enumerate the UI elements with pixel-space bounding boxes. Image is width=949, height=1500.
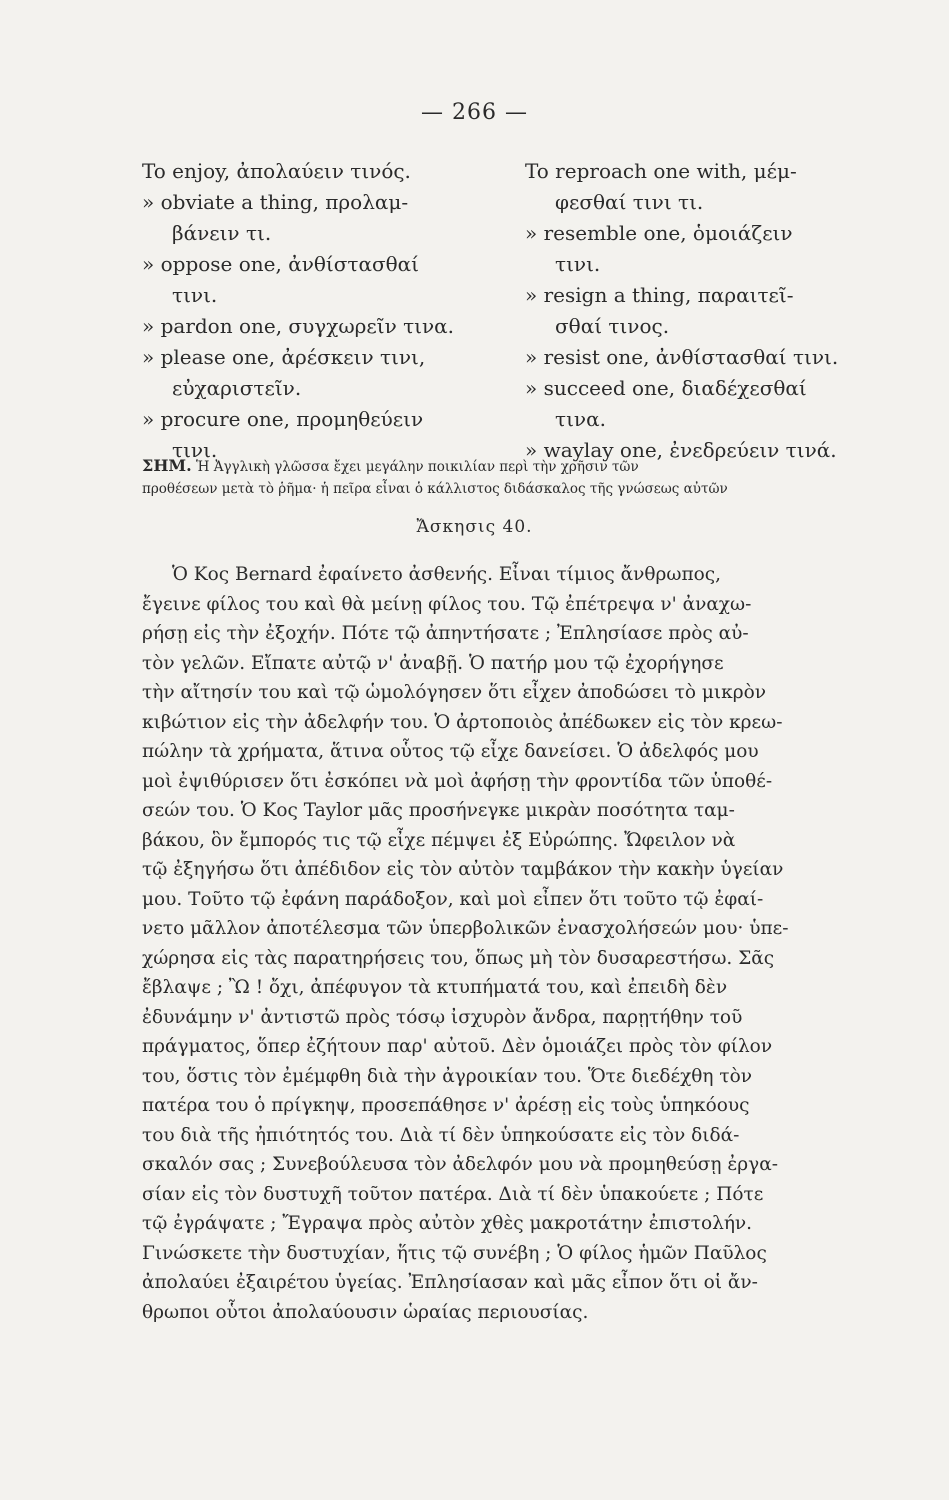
exercise-line: μοὶ ἐψιθύρισεν ὅτι ἐσκόπει νὰ μοὶ ἀφήσῃ τὴν φροντίδα τῶν ὑποθέ- [142, 770, 773, 792]
exercise-body [142, 560, 857, 1327]
note-line-1: Ἡ Ἀγγλικὴ γλῶσσα ἔχει μεγάλην ποικιλίαν περὶ τὴν χρῆσιν τῶν [196, 459, 639, 475]
exercise-line: ρήσῃ εἰς τὴν ἐξοχήν. Πότε τῷ ἀπηντήσατε ; Ἐπλησίασε πρὸς αὐ- [142, 623, 749, 644]
exercise-line: χώρησα εἰς τὰς παρατηρήσεις του, ὅπως μὴ τὸν δυσαρεστήσω. Σᾶς [142, 947, 775, 969]
grammar-note [142, 455, 857, 500]
note-lead: ΣΗΜ. [142, 456, 192, 475]
exercise-line: ἐδυνάμην ν' ἀντιστῶ πρὸς τόσῳ ἰσχυρὸν ἄνδρα, παρῃτήθην τοῦ [142, 1006, 743, 1028]
exercise-line: ἔβλαψε ; Ὢ ! ὄχι, ἀπέφυγον τὰ κτυπήματά του, καὶ ἐπειδὴ δὲν [142, 977, 728, 998]
right-vocab-entry: » succeed one, διαδέχεσθαί [525, 376, 807, 400]
exercise-line: ἔγεινε φίλος του καὶ θὰ μείνῃ φίλος του. Τῷ ἐπέτρεψα ν' ἀναχω- [142, 593, 752, 615]
vocabulary-right-column [525, 156, 855, 466]
right-vocab-entry: φεσθαί τινι τι. [555, 190, 704, 214]
exercise-heading: Ἄσκησις 40. [416, 517, 533, 537]
exercise-line: μου. Τοῦτο τῷ ἐφάνη παράδοξον, καὶ μοὶ εἶπεν ὅτι τοῦτο τῷ ἐφαί- [142, 888, 764, 910]
exercise-line: βάκου, ὃν ἔμπορός τις τῷ εἶχε πέμψει ἐξ Εὐρώπης. Ὤφειλον νὰ [142, 829, 736, 851]
exercise-line: τῷ ἐξηγήσω ὅτι ἀπέδιδον εἰς τὸν αὐτὸν ταμβάκον τὴν κακὴν ὑγείαν [142, 859, 784, 880]
page-number: — 266 — [421, 100, 528, 125]
left-vocab-entry: » please one, ἀρέσκειν τινι, [142, 345, 426, 369]
exercise-line: σίαν εἰς τὸν δυστυχῆ τοῦτον πατέρα. Διὰ τί δὲν ὑπακούετε ; Πότε [142, 1183, 764, 1205]
left-vocab-entry: τινι. [172, 438, 218, 462]
left-vocab-entry: » oppose one, ἀνθίστασθαί [142, 252, 420, 276]
left-vocab-entry: εὐχαριστεῖν. [172, 376, 302, 400]
exercise-line: τὴν αἴτησίν του καὶ τῷ ὡμολόγησεν ὅτι εἶχεν ἀποδώσει τὸ μικρὸν [142, 682, 766, 703]
exercise-line: πώλην τὰ χρήματα, ἅτινα οὗτος τῷ εἶχε δανείσει. Ὁ ἀδελφός μου [142, 741, 759, 762]
right-vocab-entry: » resemble one, ὁμοιάζειν [525, 221, 793, 245]
exercise-line: θρωποι οὗτοι ἀπολαύουσιν ὡραίας περιουσίας. [142, 1301, 589, 1323]
note-line-2: προθέσεων μετὰ τὸ ῥῆμα· ἡ πεῖρα εἶναι ὁ κάλλιστος διδάσκαλος τῆς γνώσεως αὐτῶν [142, 481, 728, 497]
exercise-line: νετο μᾶλλον ἀποτέλεσμα τῶν ὑπερβολικῶν ἐνασχολήσεών μου· ὑπε- [142, 918, 789, 939]
left-vocab-entry: To enjoy, ἀπολαύειν τινός. [142, 159, 411, 183]
exercise-line: πράγματος, ὅπερ ἐζήτουν παρ' αὐτοῦ. Δὲν ὁμοιάζει πρὸς τὸν φίλον [142, 1036, 773, 1057]
right-vocab-entry: » waylay one, ἐνεδρεύειν τινά. [525, 438, 837, 462]
left-vocab-entry: » pardon one, συγχωρεῖν τινα. [142, 314, 455, 338]
right-vocab-entry: σθαί τινος. [555, 314, 670, 338]
left-vocab-entry: βάνειν τι. [172, 221, 272, 245]
exercise-line: σεών του. Ὁ Κος Taylor μᾶς προσήνεγκε μικρὰν ποσότητα ταμ- [142, 800, 735, 821]
left-vocab-entry: τινι. [172, 283, 218, 307]
right-vocab-entry: » resign a thing, παραιτεῖ- [525, 283, 794, 307]
exercise-line: ἀπολαύει ἐξαιρέτου ὑγείας. Ἐπλησίασαν καὶ μᾶς εἶπον ὅτι οἱ ἄν- [142, 1272, 758, 1293]
exercise-line: πατέρα του ὁ πρίγκηψ, προσεπάθησε ν' ἀρέσῃ εἰς τοὺς ὑπηκόους [142, 1095, 750, 1116]
exercise-line: σκαλόν σας ; Συνεβούλευσα τὸν ἀδελφόν μου νὰ προμηθεύσῃ ἐργα- [142, 1154, 778, 1175]
exercise-line: του διὰ τῆς ἠπιότητός του. Διὰ τί δὲν ὑπηκούσατε εἰς τὸν διδά- [142, 1124, 740, 1146]
vocabulary-left-column [142, 156, 514, 466]
exercise-line: του, ὅστις τὸν ἐμέμφθη διὰ τὴν ἀγροικίαν του. Ὅτε διεδέχθη τὸν [142, 1065, 752, 1087]
left-vocab-entry: » obviate a thing, προλαμ- [142, 190, 409, 214]
exercise-line: Ὁ Κος Bernard ἐφαίνετο ἀσθενής. Εἶναι τίμιος ἄνθρωπος, [172, 564, 722, 585]
exercise-line: Γινώσκετε τὴν δυστυχίαν, ἥτις τῷ συνέβη ; Ὁ φίλος ἡμῶν Παῦλος [142, 1242, 767, 1264]
left-vocab-entry: » procure one, προμηθεύειν [142, 407, 424, 431]
exercise-line: τὸν γελῶν. Εἴπατε αὐτῷ ν' ἀναβῇ. Ὁ πατήρ μου τῷ ἐχορήγησε [142, 652, 724, 674]
right-vocab-entry: To reproach one with, μέμ- [525, 159, 797, 183]
right-vocab-entry: » resist one, ἀνθίστασθαί τινι. [525, 345, 839, 369]
right-vocab-entry: τινι. [555, 252, 601, 276]
exercise-line: τῷ ἐγράψατε ; Ἔγραψα πρὸς αὐτὸν χθὲς μακροτάτην ἐπιστολήν. [142, 1213, 753, 1234]
exercise-line: κιβώτιον εἰς τὴν ἀδελφήν του. Ὁ ἀρτοποιὸς ἀπέδωκεν εἰς τὸν κρεω- [142, 711, 783, 733]
right-vocab-entry: τινα. [555, 407, 606, 431]
